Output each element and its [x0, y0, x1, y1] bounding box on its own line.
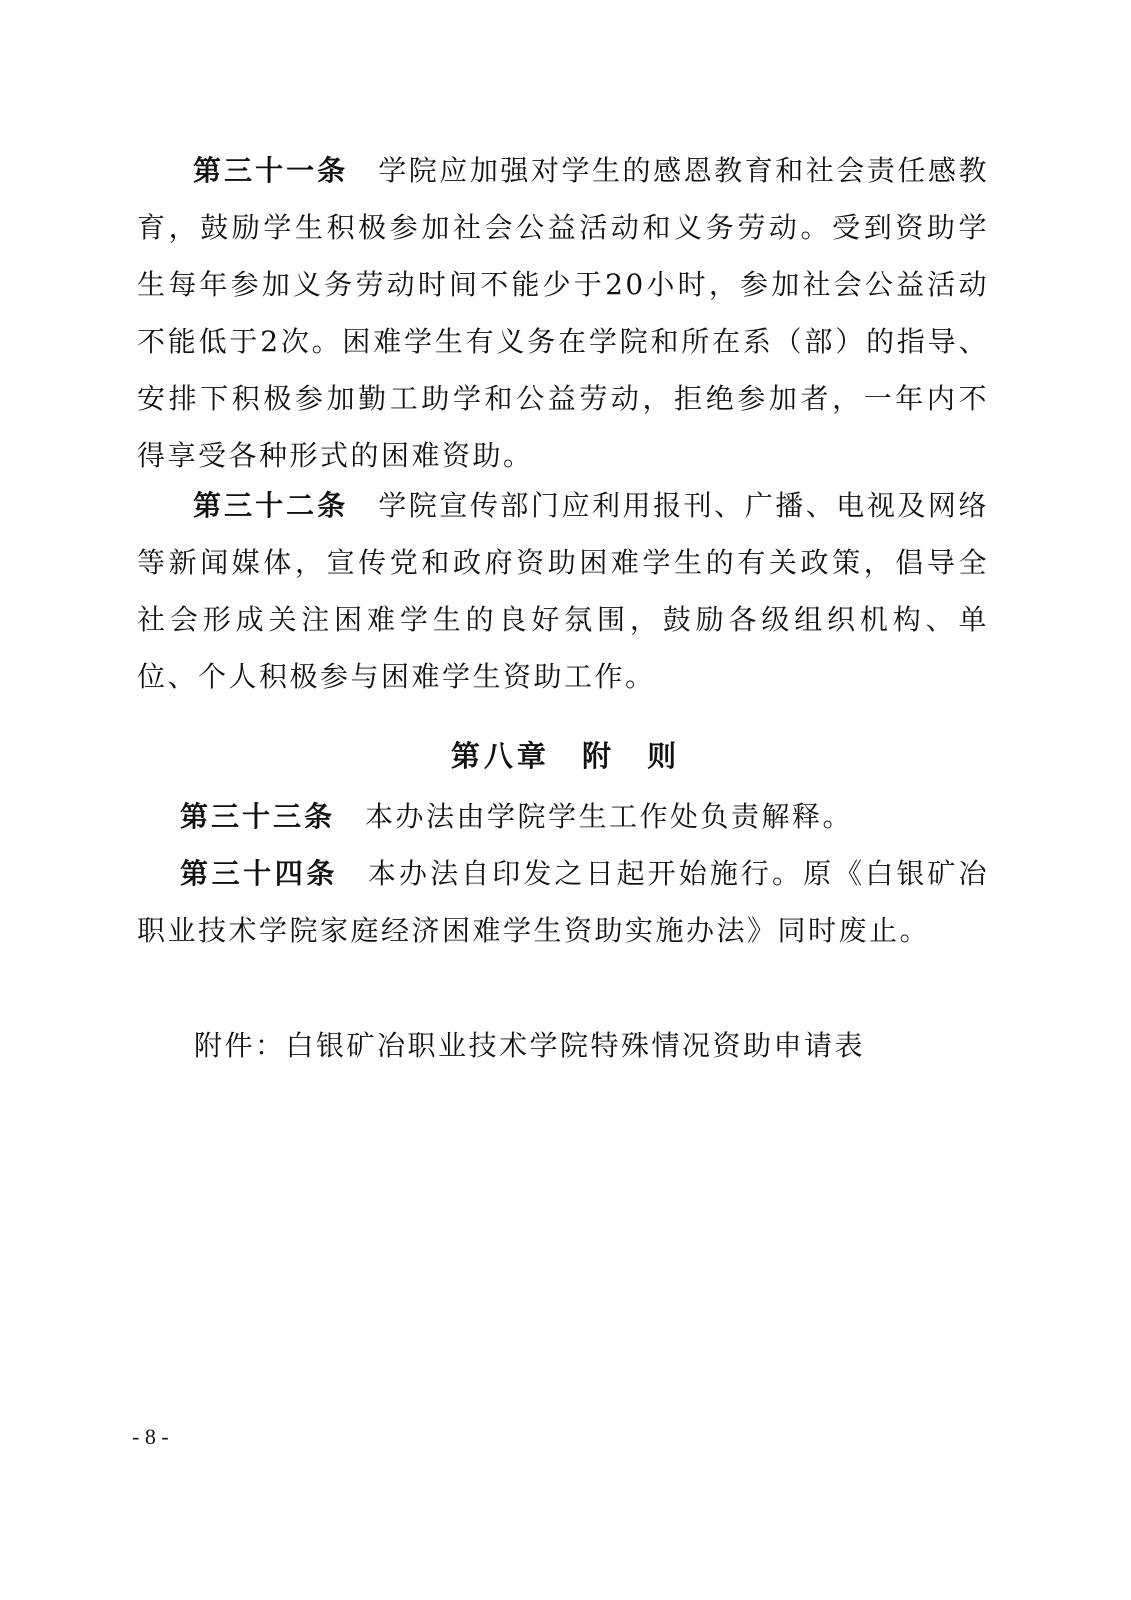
article-34-text: 本办法自印发之日起开始施行。原《白银矿冶职业技术学院家庭经济困难学生资助实施办法》同时废止。 [137, 857, 989, 947]
article-33-label: 第三十三条 [180, 800, 336, 833]
article-34 [137, 845, 989, 959]
article-34-label: 第三十四条 [180, 857, 338, 890]
article-32-label: 第三十二条 [193, 489, 349, 522]
article-31-label: 第三十一条 [193, 154, 349, 187]
article-33 [180, 788, 989, 845]
article-32-text: 学院宣传部门应利用报刊、广播、电视及网络等新闻媒体，宣传党和政府资助困难学生的有关政策，倡导全社会形成关注困难学生的良好氛围，鼓励各级组织机构、单位、个人积极参与困难学生资助工作。 [137, 489, 989, 693]
attachment-note: 附件：白银矿冶职业技术学院特殊情况资助申请表 [194, 1029, 866, 1062]
article-32 [137, 477, 989, 705]
article-31 [137, 142, 989, 484]
article-31-text: 学院应加强对学生的感恩教育和社会责任感教育，鼓励学生积极参加社会公益活动和义务劳动。受到资助学生每年参加义务劳动时间不能少于20小时，参加社会公益活动不能低于2次。困难学生有义务在学院和所在系（部）的指导、安排下积极参加勤工助学和公益劳动，拒绝参加者，一年内不得享受各种形式的困难资助。 [137, 154, 989, 472]
article-33-text: 本办法由学院学生工作处负责解释。 [365, 800, 854, 833]
chapter-title: 第八章 附 则 [450, 739, 681, 773]
page-number: - 8 - [132, 1424, 169, 1449]
